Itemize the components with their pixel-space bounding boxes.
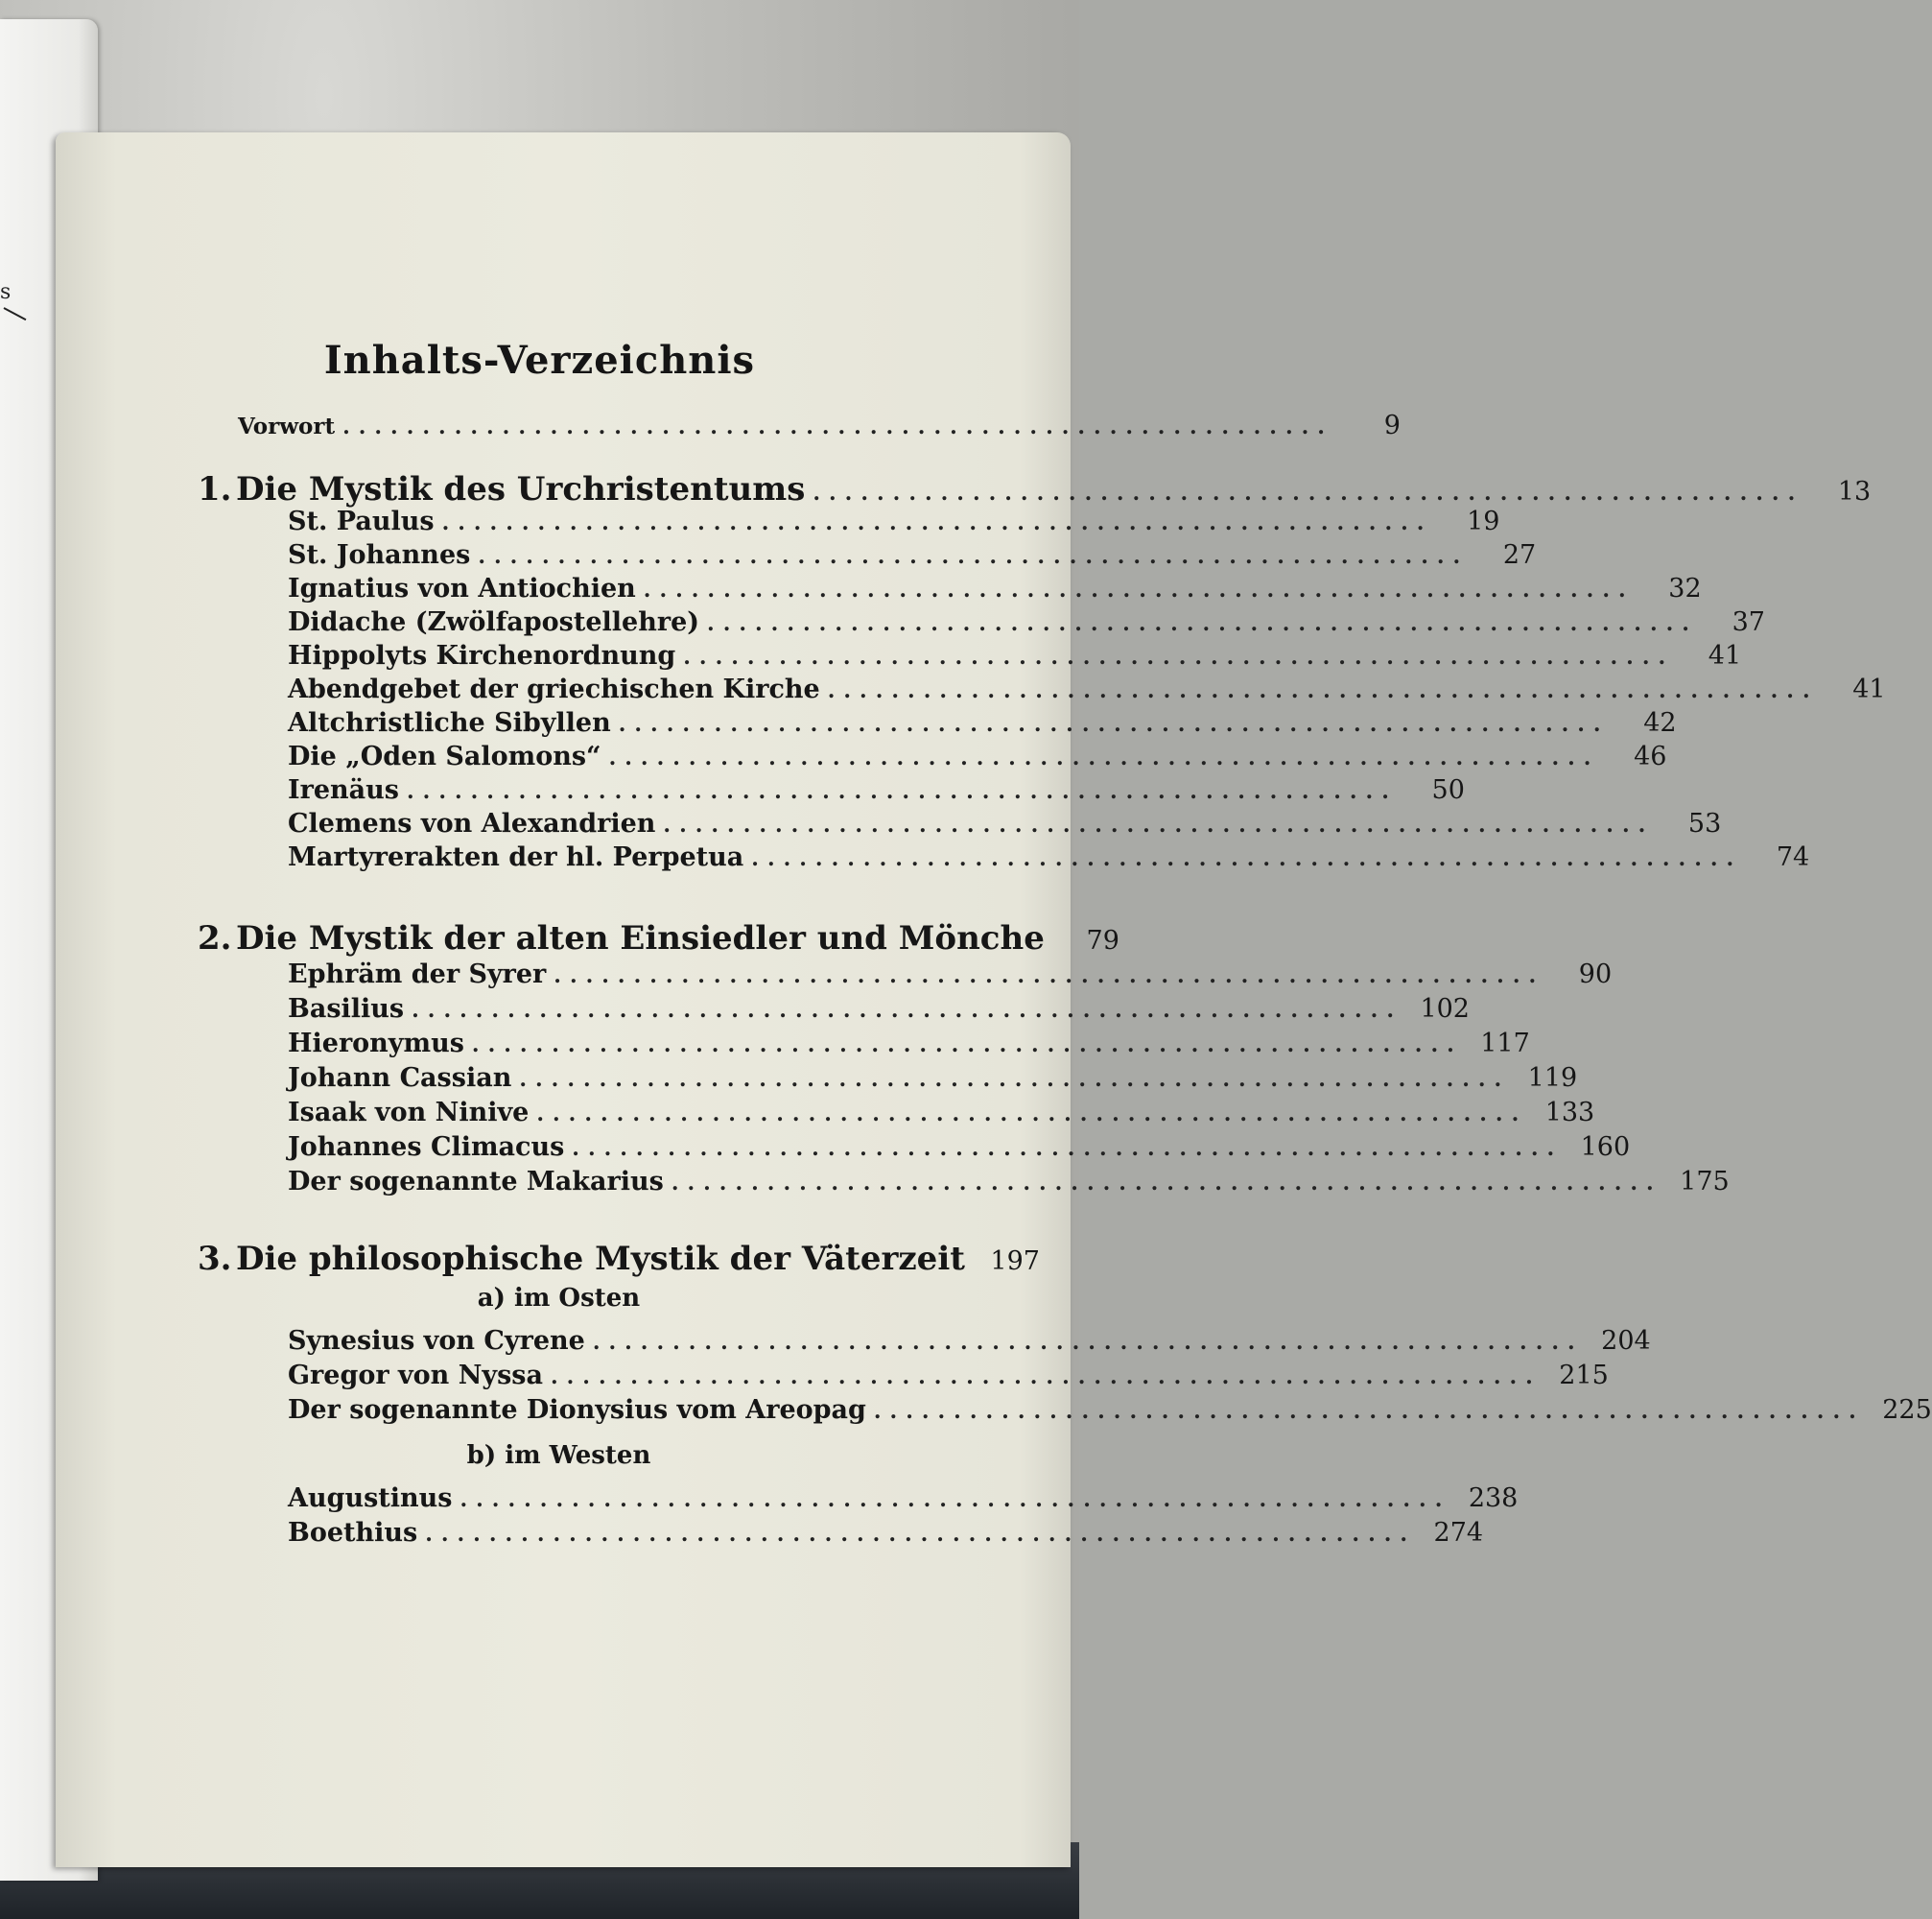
toc-entry-label: St. Johannes bbox=[288, 540, 471, 570]
toc-entry bbox=[288, 574, 1702, 604]
leader-dots: .............................................................. bbox=[519, 1067, 1511, 1092]
toc-entry-label: Irenäus bbox=[288, 775, 399, 805]
toc-entry-label: Augustinus bbox=[288, 1483, 453, 1513]
toc-chapter-1 bbox=[198, 470, 1872, 509]
leader-dots: .............................................................. bbox=[572, 1136, 1564, 1161]
toc-entry-label: St. Paulus bbox=[288, 507, 435, 536]
leader-dots: .............................................................. bbox=[608, 746, 1600, 770]
toc-page-number: 13 bbox=[1837, 477, 1872, 507]
toc-entry-label: Abendgebet der griechischen Kirche bbox=[288, 675, 820, 704]
leader-dots: .............................................................. bbox=[707, 611, 1698, 636]
facing-page-mark: s bbox=[0, 280, 12, 304]
toc-page-number: 41 bbox=[1708, 641, 1742, 671]
leader-dots: .............................................................. bbox=[441, 510, 1433, 535]
leader-dots: .............................................................. bbox=[407, 779, 1398, 804]
toc-entry bbox=[288, 1132, 1631, 1162]
chapter-number: 2. bbox=[198, 919, 232, 958]
toc-page-number: 160 bbox=[1580, 1132, 1631, 1162]
toc-entry-label: Synesius von Cyrene bbox=[288, 1326, 585, 1356]
toc-entry-label: Die „Oden Salomons“ bbox=[288, 742, 601, 771]
toc-entry-label: Johannes Climacus bbox=[288, 1132, 565, 1162]
chapter-number: 3. bbox=[198, 1240, 232, 1278]
toc-page-number: 53 bbox=[1687, 809, 1722, 839]
toc-page-number: 102 bbox=[1420, 994, 1470, 1024]
leader-dots: .............................................................. bbox=[536, 1102, 1528, 1126]
toc-entry-label: Gregor von Nyssa bbox=[288, 1361, 543, 1390]
toc-entry-label: Clemens von Alexandrien bbox=[288, 809, 656, 839]
toc-chapter-label bbox=[198, 1240, 965, 1278]
section-heading-east: a) im Osten bbox=[477, 1284, 641, 1313]
leader-dots: .............................................................. bbox=[554, 963, 1545, 988]
toc-entry-label: Der sogenannte Makarius bbox=[288, 1167, 664, 1196]
toc-page-number: 37 bbox=[1732, 607, 1765, 637]
leader-dots: .............................................................. bbox=[459, 1487, 1451, 1512]
toc-page-number: 133 bbox=[1544, 1098, 1595, 1127]
toc-page-number: 50 bbox=[1431, 775, 1465, 805]
toc-page-number: 42 bbox=[1643, 708, 1677, 738]
leader-dots: .............................................................. bbox=[827, 678, 1819, 703]
toc-entry bbox=[288, 809, 1722, 839]
toc-entry-label: Altchristliche Sibyllen bbox=[288, 708, 611, 738]
toc-chapter-2 bbox=[198, 919, 1119, 958]
leader-dots: .............................................................. bbox=[471, 1032, 1463, 1057]
leader-dots: .............................................................. bbox=[751, 846, 1743, 871]
toc-entry bbox=[288, 775, 1465, 805]
toc-chapter-3 bbox=[198, 1240, 1040, 1278]
toc-entry bbox=[288, 1167, 1730, 1196]
chapter-number: 1. bbox=[198, 470, 232, 509]
toc-page-number: 204 bbox=[1601, 1326, 1651, 1356]
toc-entry-label: Vorwort bbox=[238, 414, 336, 439]
toc-entry-label: Johann Cassian bbox=[288, 1063, 512, 1093]
facing-page-rule bbox=[4, 307, 27, 320]
toc-entry-label: Boethius bbox=[288, 1518, 418, 1548]
toc-entry bbox=[288, 607, 1765, 637]
toc-page-number: 27 bbox=[1502, 540, 1537, 570]
toc-page-number: 238 bbox=[1468, 1483, 1519, 1513]
toc-entry bbox=[288, 994, 1470, 1024]
toc-entry-label: Didache (Zwölfapostellehre) bbox=[288, 607, 700, 637]
leader-dots: .............................................................. bbox=[412, 998, 1402, 1023]
toc-page-number: 9 bbox=[1383, 411, 1401, 440]
leader-dots: .............................................................. bbox=[550, 1364, 1542, 1389]
toc-entry bbox=[288, 960, 1613, 989]
page-title: Inhalts-Verzeichnis bbox=[323, 338, 756, 383]
toc-page-number: 19 bbox=[1467, 507, 1500, 536]
leader-dots: .............................................................. bbox=[873, 1399, 1865, 1424]
toc-entry bbox=[288, 1326, 1651, 1356]
toc-entry bbox=[288, 540, 1537, 570]
toc-entry bbox=[288, 1518, 1484, 1548]
toc-entry bbox=[288, 1483, 1519, 1513]
leader-dots: .............................................................. bbox=[342, 415, 1333, 439]
toc-entry-label: Hippolyts Kirchenordnung bbox=[288, 641, 676, 671]
toc-entry bbox=[288, 1063, 1578, 1093]
toc-entry bbox=[288, 708, 1677, 738]
leader-dots: .............................................................. bbox=[663, 813, 1655, 838]
leader-dots: .............................................................. bbox=[671, 1171, 1662, 1196]
toc-entry bbox=[288, 1098, 1595, 1127]
toc-page-number: 79 bbox=[1086, 926, 1119, 956]
toc-chapter-label bbox=[198, 919, 1045, 958]
toc-entry-label: Ignatius von Antiochien bbox=[288, 574, 636, 604]
toc-entry-label: Martyrerakten der hl. Perpetua bbox=[288, 842, 744, 872]
leader-dots: .............................................................. bbox=[643, 578, 1635, 603]
leader-dots: .............................................................. bbox=[425, 1522, 1417, 1547]
toc-page-number: 32 bbox=[1668, 574, 1702, 604]
toc-page-number: 225 bbox=[1882, 1395, 1932, 1425]
chapter-title: Die Mystik der alten Einsiedler und Mönche bbox=[236, 919, 1045, 958]
toc-page-number: 274 bbox=[1433, 1518, 1484, 1548]
toc-entry-label: Basilius bbox=[288, 994, 405, 1024]
toc-page-number: 119 bbox=[1527, 1063, 1578, 1093]
toc-entry-label: Isaak von Ninive bbox=[288, 1098, 530, 1127]
toc-page-number: 74 bbox=[1776, 842, 1810, 872]
toc-entry bbox=[288, 1029, 1530, 1058]
toc-page-number: 46 bbox=[1634, 742, 1667, 771]
leader-dots: .............................................................. bbox=[478, 544, 1470, 569]
toc-entry-label: Ephräm der Syrer bbox=[288, 960, 547, 989]
leader-dots: .............................................................. bbox=[618, 712, 1610, 737]
toc-entry-label: Hieronymus bbox=[288, 1029, 464, 1058]
toc-entry-label: Der sogenannte Dionysius vom Areopag bbox=[288, 1395, 866, 1425]
toc-entry bbox=[288, 742, 1667, 771]
toc-entry-vorwort bbox=[238, 411, 1401, 440]
toc-page-number: 41 bbox=[1852, 675, 1886, 704]
toc-entry bbox=[288, 1395, 1932, 1425]
toc-entry bbox=[288, 507, 1500, 536]
chapter-title: Die philosophische Mystik der Väterzeit bbox=[236, 1240, 965, 1278]
toc-page-number: 90 bbox=[1578, 960, 1613, 989]
chapter-title: Die Mystik des Urchristentums bbox=[236, 470, 806, 509]
section-heading-west: b) im Westen bbox=[466, 1441, 651, 1470]
toc-page-number: 175 bbox=[1680, 1167, 1730, 1196]
toc-chapter-label bbox=[198, 470, 805, 509]
toc-page-number: 117 bbox=[1480, 1029, 1530, 1058]
leader-dots: .............................................................. bbox=[813, 481, 1804, 506]
toc-page-number: 215 bbox=[1559, 1361, 1609, 1390]
toc-entry bbox=[288, 641, 1742, 671]
toc-entry bbox=[288, 1361, 1609, 1390]
toc-entry bbox=[288, 842, 1810, 872]
leader-dots: .............................................................. bbox=[683, 645, 1675, 670]
leader-dots: .............................................................. bbox=[592, 1330, 1584, 1355]
toc-page-number: 197 bbox=[990, 1246, 1040, 1276]
toc-entry bbox=[288, 675, 1886, 704]
